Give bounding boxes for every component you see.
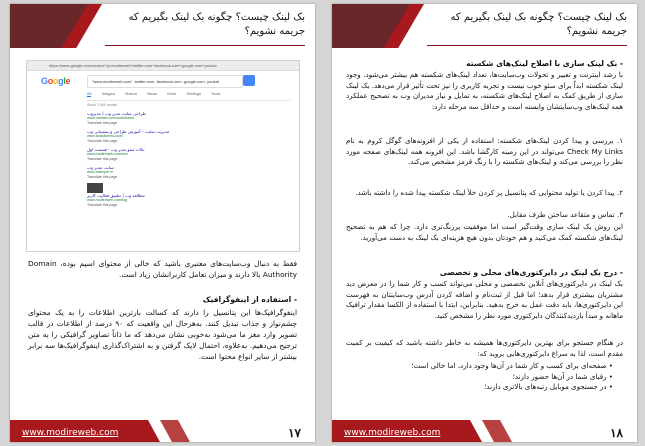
result-url: www.modireweb.com/tag	[87, 198, 127, 202]
result-title: مطالعه وب | تطبیق فعالیت کاربر	[87, 193, 145, 198]
paragraph-directories: بک لینک در دایرکتوری‌های آنلاین تخصصی و محلی می‌تواند کسب و کار شما را در معرض دید مشتریان بیشتری قرار بدهد؛ اما قبل از ثبت‌نام و اضافه کردن آدرس وب‌سایتتان به فهرست این دایرکتوری‌ها، باید دقت عمل به خرج بدهید. بنابراین، ابتدا با استفاده از الکسا مقدار ترافیک ماهانه و مبدأ بازدیدکنندگان دایرکتوری مورد نظر را مشخص کنید.	[346, 279, 623, 320]
tab-images: Images	[101, 91, 115, 96]
tab-videos: Videos	[124, 91, 137, 96]
browser-url-bar: https://www.google.com/search?q=modireweb+twitter.com+facebook.com+google.com+youtub	[27, 61, 299, 71]
header-title: بک لینک چیست؟ چگونه بک لینک بگیریم که جریمه نشویم؟	[128, 12, 305, 37]
google-search-screenshot	[26, 60, 300, 252]
heading-infographic: - استفاده از اینفوگرافیک	[202, 295, 297, 304]
paragraph-broken-links-benefit: این روش بک لینک سازی وقت‌گیر است اما موفقیت پررنگ‌تری دارد. چرا که هم به تصحیح لینک‌های شکسته کمک می‌کنید و هم خودتان بدون هیچ هزینه‌ای بک لینک به دست می‌آورید.	[346, 222, 623, 242]
result-desc: Translate this page	[87, 202, 118, 207]
result-url: www.ramatic.com/modireweb	[87, 116, 134, 120]
paragraph-broken-links: با رشد اینترنت و تغییر و تحولات وب‌سایت‌ها، تعداد لینک‌های شکسته هم بیشتر می‌شود. وجود لینک شکسته ابداً برای سئو خوب نیست و تجربه کاربری را نیز تحت تأثیر قرار می‌دهد. بک لینک سازی از طریق کمک به اصلاح لینک‌های شکسته، به تمایل و نیاز مدیران وب به تصحیح عملکرد همه لینک‌های وب‌سایتشان وابسته است و حداقل سه مرحله دارد:	[346, 70, 623, 111]
list-item: • صفحه‌ای برای کسب و کار شما در آن‌ها وجود دارد، اما خالی است؛	[346, 361, 613, 372]
page-17	[10, 4, 315, 442]
search-result	[87, 147, 287, 161]
step-1: ۱. بررسی و پیدا کردن لینک‌های شکسته: استفاده از یکی از افزونه‌های گوگل کروم به نام Check My Links می‌تواند در این زمینه کارگشا باشد. این افزونه همه لینک‌های صفحه مورد نظر را بررسی می‌کند و لینک‌های شکسته را با رنگ قرمز مشخص می‌کند.	[346, 136, 624, 166]
result-count: About 1,460 results	[87, 103, 118, 107]
result-url: www.example.ir/	[87, 170, 114, 174]
search-result	[87, 129, 287, 143]
result-url: www.modireweb.com/seo	[87, 152, 128, 156]
result-desc: Translate this page	[87, 156, 118, 161]
footer-red-accent	[160, 420, 190, 442]
result-title: نکات سئو مدیر وب - قسمت اول	[87, 147, 145, 152]
search-tabs	[87, 91, 291, 101]
heading-broken-links: - بک لینک سازی با اصلاح لینک‌های شکسته	[466, 59, 623, 68]
page-18	[332, 4, 637, 442]
result-title: سایت مدیر وب	[87, 165, 114, 170]
video-thumbnail	[87, 183, 103, 193]
result-desc: Translate this page	[87, 138, 118, 143]
step-2: ۲. پیدا کردن یا تولید محتوایی که پتانسیل پر کردن خلأ لینک شکسته پیدا شده را داشته باشد.	[355, 188, 623, 197]
step-3: ۳. تماس و متقاعد ساختن طرف مقابل.	[507, 210, 623, 219]
result-desc: Translate this page	[87, 120, 118, 125]
search-result	[87, 165, 287, 179]
search-input: "www.modireweb.com" -twitter.com -facebook.com -google.com -youtub	[87, 75, 243, 88]
header-title: بک لینک چیست؟ چگونه بک لینک بگیریم که جریمه نشویم؟	[450, 12, 627, 37]
header-rule	[105, 45, 305, 46]
paragraph-domain-authority: فقط به دنبال وب‌سایت‌های معتبری باشید که خالی از محتوای اسپم بوده، Domain Authority بالا دارند و میزان تعامل کاربرانشان زیاد است.	[28, 259, 297, 279]
page-number: ۱۷	[288, 426, 301, 440]
footer-website-link[interactable]: www.modireweb.com	[344, 428, 441, 438]
search-result	[87, 111, 287, 125]
directory-criteria-list	[346, 361, 623, 393]
heading-directories: - درج بک لینک در دایرکتوری‌های محلی و تخصصی	[439, 268, 623, 277]
page-header	[10, 4, 315, 48]
page-footer	[10, 420, 315, 442]
list-item: • در جستجوی موبایل رتبه‌های بالاتری دارند؛	[346, 382, 613, 393]
result-title: مدیریت سایت - آموزش طراحی و پشتیبانی وب	[87, 129, 170, 134]
tab-all: All	[87, 91, 92, 96]
footer-red-accent	[482, 420, 512, 442]
page-number: ۱۸	[610, 426, 623, 440]
tab-more: More	[167, 91, 177, 96]
list-item: • رقبای شما در آن‌ها حضور دارند؛	[346, 372, 613, 383]
footer-website-link[interactable]: www.modireweb.com	[22, 428, 119, 438]
page-footer	[332, 420, 637, 442]
paragraph-infographic: اینفوگرافیک‌ها این پتانسیل را دارند که کسالت بارترین اطلاعات را به یک محتوای چشم‌نواز و جذاب تبدیل کنند. به‌هرحال این واقعیت که ۹۰ درصد از اطلاعات در قالب تصویر وارد مغز ما می‌شود به‌خوبی نشان می‌دهد که ما ذاتاً تصاویر گرافیکی را به متن ترجیح می‌دهیم. به‌علاوه، احتمال لایک گرفتن و به اشتراک‌گذاری اینفوگرافیک‌ها سه برابر بیشتر از سایر انواع محتوا است.	[28, 308, 297, 361]
result-desc: Translate this page	[87, 174, 118, 179]
google-logo: Google	[41, 76, 71, 86]
tab-settings: Settings	[186, 91, 201, 96]
paragraph-directories-quality: در هنگام جستجو برای بهترین دایرکتوری‌ها همیشه به خاطر داشته باشید که کیفیت بر کمیت مقدم است، لذا به سراغ دایرکتوری‌هایی بروید که:	[346, 338, 623, 358]
header-rule	[427, 45, 627, 46]
result-url: www.shabakema.com/	[87, 134, 123, 138]
page-header	[332, 4, 637, 48]
result-title: طراحی سایت مدیر وب | مدیروب	[87, 111, 146, 116]
tab-tools: Tools	[211, 91, 221, 96]
search-icon	[243, 75, 255, 86]
tab-news: News	[147, 91, 158, 96]
search-result	[87, 183, 287, 207]
search-results	[87, 111, 287, 211]
